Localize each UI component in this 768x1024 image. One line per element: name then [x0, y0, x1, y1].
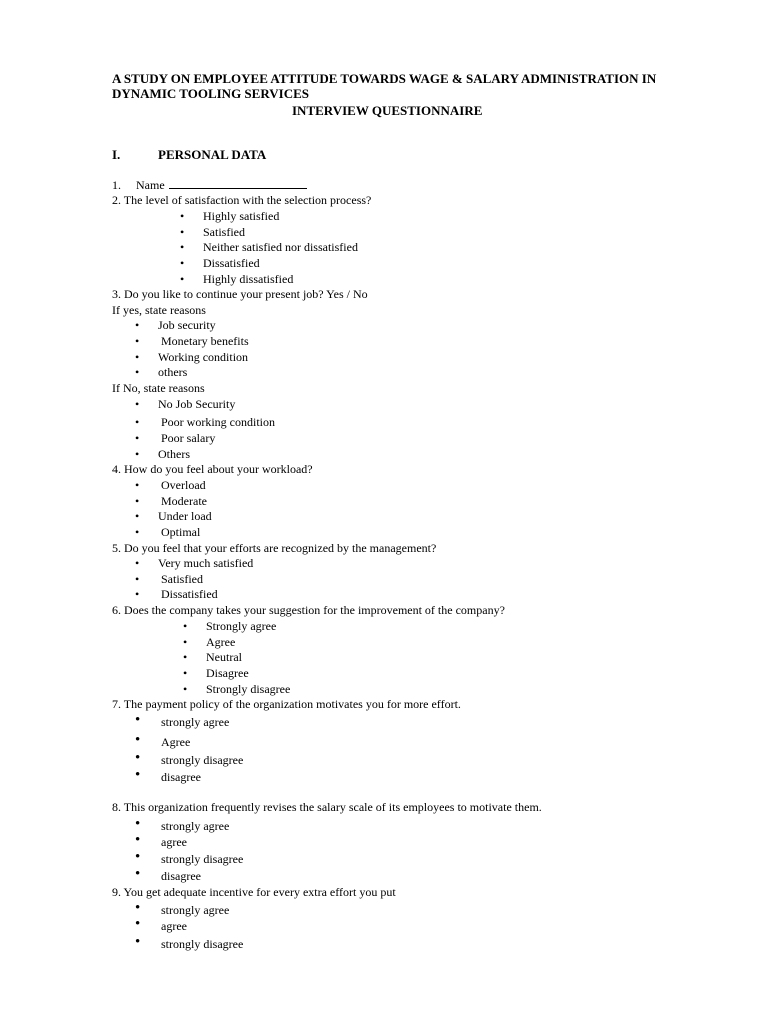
- bullet-icon: •: [135, 916, 141, 932]
- q5-question: 5. Do you feel that your efforts are recognized by the management?: [112, 541, 437, 555]
- document-subtitle: INTERVIEW QUESTIONNAIRE: [292, 103, 483, 118]
- name-blank-line: [169, 178, 307, 189]
- bullet-icon: •: [135, 572, 140, 586]
- option-label: Disagree: [206, 666, 249, 680]
- option-label: Highly satisfied: [203, 209, 280, 223]
- option-label: agree: [161, 835, 187, 849]
- q6-question: 6. Does the company takes your suggestion for the improvement of the company?: [112, 603, 505, 617]
- q8-question: 8. This organization frequently revises the salary scale of its employees to motivate them.: [112, 800, 542, 814]
- bullet-icon: •: [135, 318, 140, 332]
- option-label: Very much satisfied: [158, 556, 254, 570]
- section-title: PERSONAL DATA: [158, 147, 267, 162]
- bullet-icon: •: [135, 866, 141, 882]
- q4-question: 4. How do you feel about your workload?: [112, 462, 313, 476]
- q3-yes-label: If yes, state reasons: [112, 303, 206, 317]
- bullet-icon: •: [180, 256, 185, 270]
- bullet-icon: •: [135, 587, 140, 601]
- bullet-icon: •: [135, 509, 140, 523]
- option-label: Satisfied: [161, 572, 203, 586]
- option-label: Highly dissatisfied: [203, 272, 294, 286]
- bullet-icon: •: [183, 619, 188, 633]
- bullet-icon: •: [135, 849, 141, 865]
- option-label: agree: [161, 919, 187, 933]
- q3-question: 3. Do you like to continue your present job? Yes / No: [112, 287, 368, 301]
- bullet-icon: •: [135, 900, 141, 916]
- option-label: strongly disagree: [161, 852, 244, 866]
- option-label: disagree: [161, 770, 201, 784]
- option-label: Under load: [158, 509, 212, 523]
- bullet-icon: •: [135, 431, 140, 445]
- option-label: Poor working condition: [161, 415, 275, 429]
- bullet-icon: •: [135, 832, 141, 848]
- bullet-icon: •: [183, 635, 188, 649]
- document-title-line1: A STUDY ON EMPLOYEE ATTITUDE TOWARDS WAGE & SALARY ADMINISTRATION IN: [112, 71, 657, 86]
- q1-label: Name: [136, 178, 165, 192]
- bullet-icon: •: [183, 650, 188, 664]
- option-label: Strongly agree: [206, 619, 277, 633]
- bullet-icon: •: [135, 478, 140, 492]
- bullet-icon: •: [135, 365, 140, 379]
- option-label: others: [158, 365, 188, 379]
- bullet-icon: •: [135, 415, 140, 429]
- option-label: No Job Security: [158, 397, 236, 411]
- option-label: Job security: [158, 318, 216, 332]
- option-label: Working condition: [158, 350, 249, 364]
- q9-question: 9. You get adequate incentive for every extra effort you put: [112, 885, 396, 899]
- bullet-icon: •: [135, 334, 140, 348]
- bullet-icon: •: [180, 240, 185, 254]
- document-title-line2: DYNAMIC TOOLING SERVICES: [112, 86, 309, 101]
- option-label: strongly agree: [161, 819, 230, 833]
- bullet-icon: •: [180, 209, 185, 223]
- bullet-icon: •: [135, 350, 140, 364]
- option-label: Strongly disagree: [206, 682, 291, 696]
- option-label: Optimal: [161, 525, 201, 539]
- bullet-icon: •: [135, 934, 141, 950]
- bullet-icon: •: [135, 816, 141, 832]
- q7-question: 7. The payment policy of the organization motivates you for more effort.: [112, 697, 461, 711]
- bullet-icon: •: [183, 682, 188, 696]
- bullet-icon: •: [135, 750, 141, 766]
- option-label: Dissatisfied: [161, 587, 218, 601]
- bullet-icon: •: [135, 767, 141, 783]
- bullet-icon: •: [180, 225, 185, 239]
- option-label: Agree: [161, 735, 191, 749]
- option-label: Neither satisfied nor dissatisfied: [203, 240, 358, 254]
- q3-no-label: If No, state reasons: [112, 381, 205, 395]
- option-label: Moderate: [161, 494, 207, 508]
- option-label: disagree: [161, 869, 201, 883]
- option-label: strongly disagree: [161, 937, 244, 951]
- q1-number: 1.: [112, 178, 121, 192]
- option-label: strongly agree: [161, 903, 230, 917]
- section-number: I.: [112, 147, 121, 162]
- option-label: Satisfied: [203, 225, 245, 239]
- option-label: Overload: [161, 478, 206, 492]
- q2-question: 2. The level of satisfaction with the selection process?: [112, 193, 372, 207]
- option-label: Dissatisfied: [203, 256, 260, 270]
- bullet-icon: •: [135, 447, 140, 461]
- option-label: strongly agree: [161, 715, 230, 729]
- option-label: Neutral: [206, 650, 242, 664]
- bullet-icon: •: [135, 712, 141, 728]
- bullet-icon: •: [183, 666, 188, 680]
- bullet-icon: •: [135, 556, 140, 570]
- q1-name-field[interactable]: [136, 178, 307, 192]
- bullet-icon: •: [135, 732, 141, 748]
- bullet-icon: •: [135, 525, 140, 539]
- option-label: Agree: [206, 635, 236, 649]
- option-label: Others: [158, 447, 190, 461]
- option-label: strongly disagree: [161, 753, 244, 767]
- bullet-icon: •: [135, 397, 140, 411]
- option-label: Poor salary: [161, 431, 216, 445]
- bullet-icon: •: [135, 494, 140, 508]
- bullet-icon: •: [180, 272, 185, 286]
- option-label: Monetary benefits: [161, 334, 249, 348]
